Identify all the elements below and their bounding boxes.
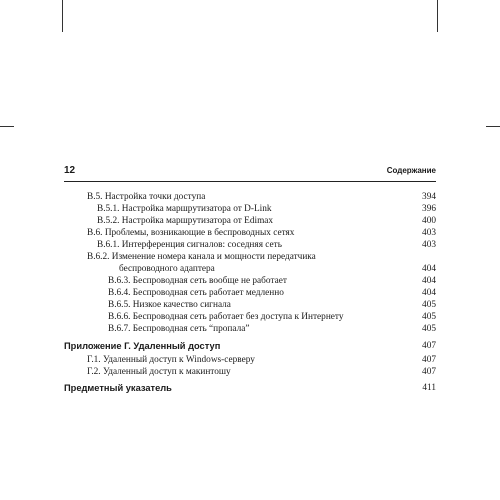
toc-entry-continuation <box>119 264 436 275</box>
toc-entry-title: В.5.2. Настройка маршрутизатора от Edimax <box>97 216 274 226</box>
toc-entry-title: Г.2. Удаленный доступ к макинтошу <box>87 367 231 377</box>
toc-entry-title: В.6.5. Низкое качество сигнала <box>108 300 231 310</box>
toc-entry-page: 403 <box>422 240 436 250</box>
toc-entry <box>97 204 436 215</box>
toc-entry <box>87 367 436 378</box>
toc-entry-title: В.6.2. Изменение номера канала и мощности передатчика <box>87 252 316 262</box>
toc-entry <box>87 355 436 366</box>
toc-entry-page: 407 <box>422 341 436 351</box>
running-title: Содержание <box>386 166 436 175</box>
toc-entry-page: 411 <box>422 383 436 393</box>
toc-entry-page: 394 <box>422 192 436 202</box>
toc-entry <box>108 324 436 335</box>
toc-entry-title: В.6. Проблемы, возникающие в беспроводных сетях <box>87 228 295 238</box>
toc-entry <box>108 276 436 287</box>
toc-entry-page: 396 <box>422 204 436 214</box>
toc-section-entry <box>64 383 436 394</box>
toc-entry-title: В.6.1. Интерференция сигналов: соседняя сеть <box>97 240 282 250</box>
toc-entry-page: 407 <box>422 355 436 365</box>
toc-entry-title: В.5. Настройка точки доступа <box>87 192 206 202</box>
toc-entry-page: 400 <box>422 216 436 226</box>
toc-section-entry <box>64 341 436 352</box>
toc-section-title: Приложение Г. Удаленный доступ <box>64 341 221 351</box>
toc-entry <box>108 312 436 323</box>
toc-entry-page: 404 <box>422 288 436 298</box>
toc-entry-title: В.5.1. Настройка маршрутизатора от D-Link <box>97 204 272 214</box>
toc-entry <box>97 216 436 227</box>
toc-entry <box>97 240 436 251</box>
toc-entry-page: 403 <box>422 228 436 238</box>
toc-entry-title: Г.1. Удаленный доступ к Windows-серверу <box>87 355 255 365</box>
page-number: 12 <box>64 165 76 176</box>
toc-entry-page: 405 <box>422 324 436 334</box>
toc-entry-page: 405 <box>422 300 436 310</box>
toc-entry <box>108 300 436 311</box>
toc-section-title: Предметный указатель <box>64 383 172 393</box>
toc-entry-title: В.6.7. Беспроводная сеть “пропала” <box>108 324 250 334</box>
toc-entry <box>87 228 436 239</box>
toc-entry-title: В.6.3. Беспроводная сеть вообще не работает <box>108 276 287 286</box>
toc-entry <box>87 252 436 263</box>
toc-entry <box>87 192 436 203</box>
toc-entry-title: В.6.4. Беспроводная сеть работает медленно <box>108 288 284 298</box>
toc-entry-page: 404 <box>422 264 436 274</box>
toc-entry-title: беспроводного адаптера <box>119 264 215 274</box>
toc-entry-title: В.6.6. Беспроводная сеть работает без доступа к Интернету <box>108 312 344 322</box>
toc-entry <box>108 288 436 299</box>
toc-entry-page: 404 <box>422 276 436 286</box>
toc-entry-page: 405 <box>422 312 436 322</box>
toc-entry-page: 407 <box>422 367 436 377</box>
